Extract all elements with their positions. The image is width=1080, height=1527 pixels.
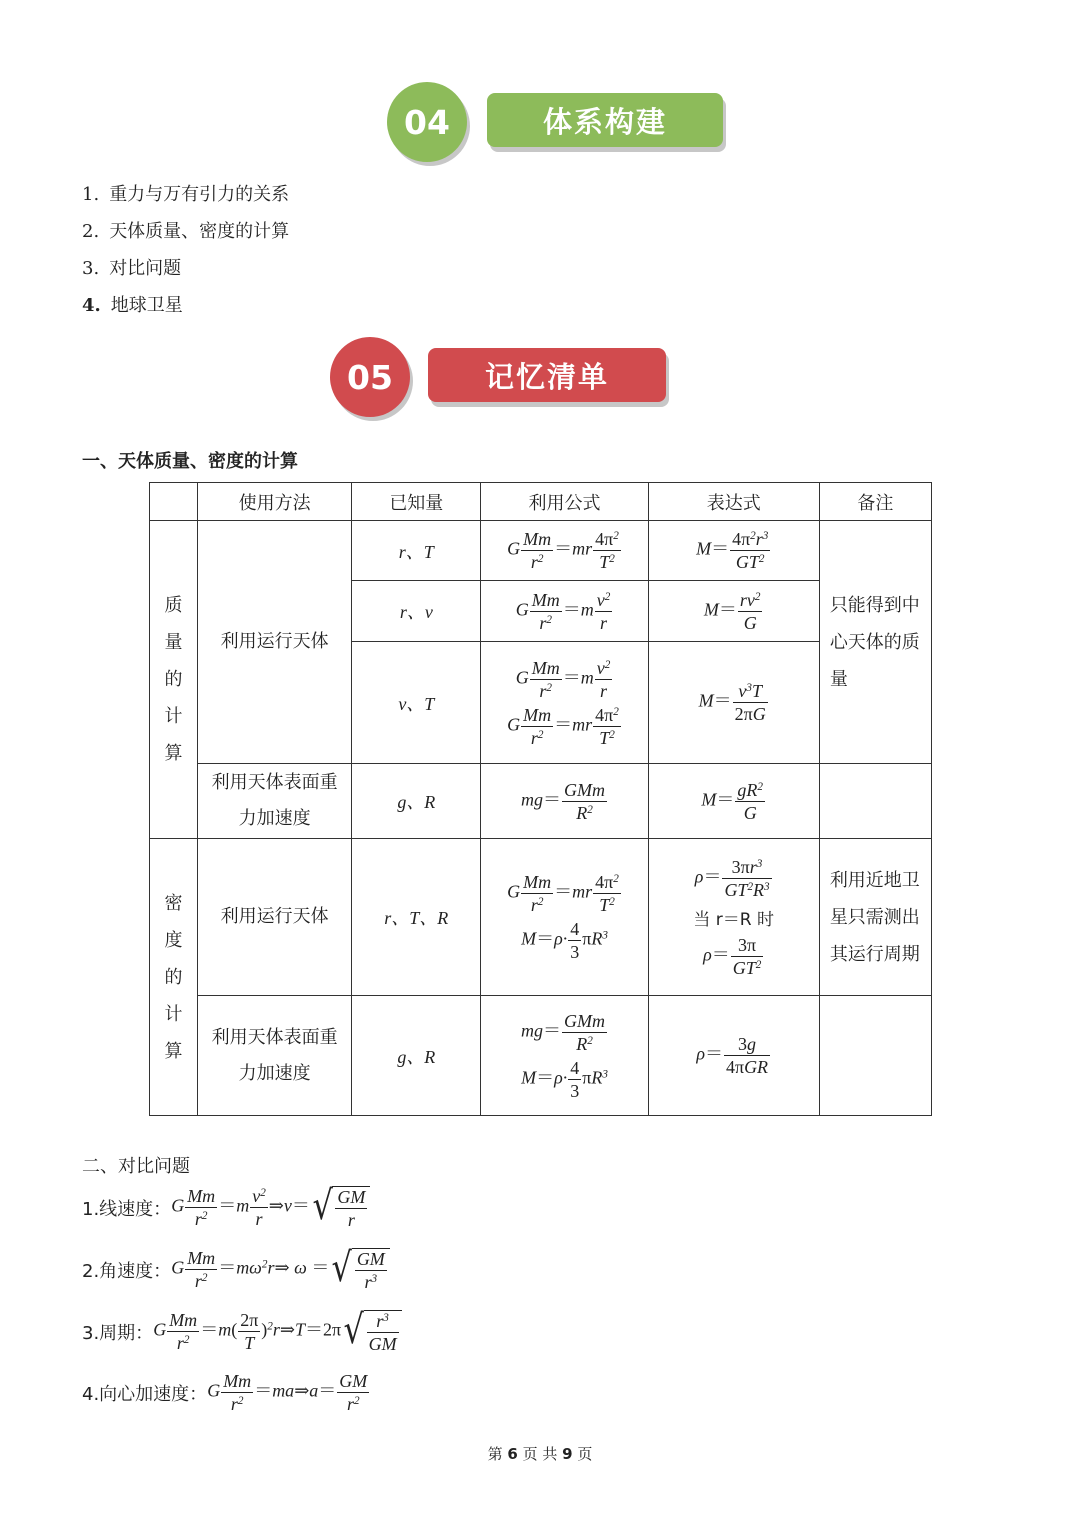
formula-period: 3.周期： G $\frac{Mm}{r^2}$ ＝m( $\frac{2\pi}{T}$ )$^2$r⇒T＝2π √ $\frac{r^3}{GM}$ — [82, 1310, 402, 1353]
expression-cell: M＝ $\frac{gR^2}{G}$ — [648, 764, 819, 839]
outline-item: 3. 对比问题 — [82, 258, 182, 279]
method-cell: 利用运行天体 — [198, 839, 352, 996]
heading-mass-density: 一、天体质量、密度的计算 — [82, 451, 298, 472]
known-cell: g、R — [352, 764, 481, 839]
table-row — [150, 764, 932, 839]
formula-cell: mg＝ $\frac{\text{GMm}}{R^2}$ M＝ρ· $\frac{4}{3}$ $\pi R^3$ — [481, 996, 648, 1116]
method-cell: 利用天体表面重力加速度 — [198, 764, 352, 839]
known-cell: g、R — [352, 996, 481, 1116]
formula-angular-velocity: 2.角速度： G $\frac{Mm}{r^2}$ $=m\omega^2r\Rightarrow$ ω ＝ √ $\frac{GM}{r^3}$ — [82, 1248, 390, 1291]
note-cell-empty — [819, 996, 931, 1116]
expression-cell: ρ＝ $\frac{3g}{\text{4πGR}}$ — [648, 996, 819, 1116]
expression-cell: ρ＝ $\frac{3\pi r^3}{GT^2R^3}$ 当 r＝R 时 ρ＝ $\frac{3\pi}{GT^2}$ — [648, 839, 819, 996]
method-cell: 利用天体表面重力加速度 — [198, 996, 352, 1116]
known-cell: v、T — [352, 642, 481, 764]
section-number: 05 — [330, 337, 410, 417]
heading-comparison: 二、对比问题 — [82, 1156, 190, 1177]
group-label-mass: 质 量 的 计 算 — [150, 521, 198, 839]
header-cell: 利用公式 — [481, 483, 648, 521]
table-row — [150, 521, 932, 581]
page-number: 6 — [507, 1445, 518, 1463]
formula-cell: mg＝ $\frac{\text{GMm}}{R^2}$ — [481, 764, 648, 839]
outline-item: 1. 重力与万有引力的关系 — [82, 184, 290, 205]
page-footer: 第 6 页 共 9 页 — [487, 1445, 593, 1463]
formula-cell: G $\frac{Mm}{r^2}$ ＝mr $\frac{4\pi^2}{T^2}$ M＝ρ· $\frac{4}{3}$ $\pi R^3$ — [481, 839, 648, 996]
table-row — [150, 839, 932, 996]
method-cell: 利用运行天体 — [198, 521, 352, 764]
header-cell: 使用方法 — [198, 483, 352, 521]
header-cell: 表达式 — [648, 483, 819, 521]
memory-table — [149, 482, 932, 1116]
group-label-density: 密 度 的 计 算 — [150, 839, 198, 1116]
outline-item: 2. 天体质量、密度的计算 — [82, 221, 290, 242]
known-cell: r、T、R — [352, 839, 481, 996]
known-cell: r、T — [352, 521, 481, 581]
expression-cell: M＝ $\frac{v^3T}{2\pi G}$ — [648, 642, 819, 764]
expression-cell: M＝ $\frac{4\pi^2r^3}{GT^2}$ — [648, 521, 819, 581]
note-cell-empty — [819, 764, 931, 839]
section-number: 04 — [387, 82, 467, 162]
table-header-row — [150, 483, 932, 521]
formula-linear-velocity: 1.线速度： G $\frac{Mm}{r^2}$ ＝m $\frac{v^2}{r}$ ⇒v＝ √ $\frac{GM}{r}$ — [82, 1186, 370, 1229]
section-title: 体系构建 — [487, 93, 723, 147]
header-cell — [150, 483, 198, 521]
note-cell: 利用近地卫星只需测出其运行周期 — [819, 839, 931, 996]
section-title: 记忆清单 — [428, 348, 666, 402]
expression-cell: M＝ $\frac{rv^2}{G}$ — [648, 581, 819, 642]
formula-cell: G $\frac{Mm}{r^2}$ ＝m $\frac{v^2}{r}$ — [481, 581, 648, 642]
table-row — [150, 996, 932, 1116]
header-cell: 已知量 — [352, 483, 481, 521]
page-total: 9 — [562, 1445, 573, 1463]
outline-item: 4. 地球卫星 — [82, 295, 183, 316]
note-cell: 只能得到中心天体的质量 — [819, 521, 931, 764]
known-cell: r、v — [352, 581, 481, 642]
header-cell: 备注 — [819, 483, 931, 521]
formula-centripetal-acceleration: 4.向心加速度： G $\frac{Mm}{r^2}$ ＝ma⇒a＝ $\frac{GM}{r^2}$ — [82, 1371, 368, 1414]
formula-cell: G $\frac{Mm}{r^2}$ ＝m $\frac{v^2}{r}$ G $\frac{Mm}{r^2}$ ＝mr $\frac{4\pi^2}{T^2}$ — [481, 642, 648, 764]
formula-cell: G $\frac{Mm}{r^2}$ ＝mr $\frac{4\pi^2}{T^2}$ — [481, 521, 648, 581]
